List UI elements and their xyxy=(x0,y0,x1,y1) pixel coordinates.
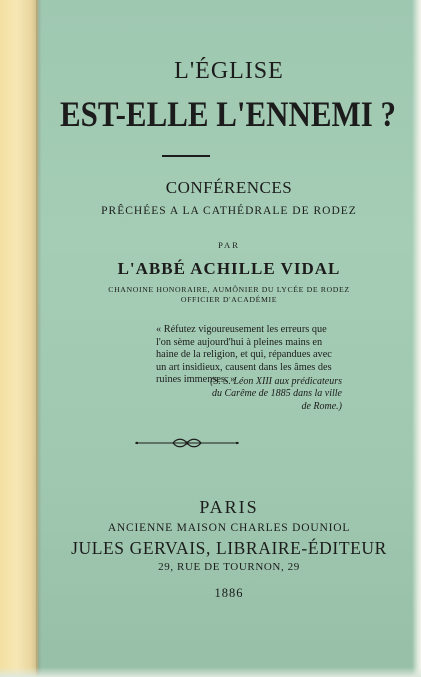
citation-line: du Carême de 1885 dans la ville xyxy=(212,388,342,400)
imprint-publisher: JULES GERVAIS, LIBRAIRE-ÉDITEUR xyxy=(71,538,387,558)
author-name: L'ABBÉ ACHILLE VIDAL xyxy=(117,259,341,278)
imprint-city: PARIS xyxy=(199,497,259,517)
imprint-year: 1886 xyxy=(214,586,244,600)
spine-fold-shadow xyxy=(36,0,42,677)
subtitle-conferences: CONFÉRENCES xyxy=(165,178,293,197)
spine-strip xyxy=(0,0,38,677)
epigraph-line: haine de la religion, et qui, répandues avec xyxy=(156,349,332,361)
epigraph-citation xyxy=(190,376,342,413)
cover-bottom-edge xyxy=(0,667,421,677)
author-role-1: CHANOINE HONORAIRE, AUMÔNIER DU LYCÉE DE RODEZ xyxy=(108,285,350,294)
subtitle-location: PRÊCHÉES A LA CATHÉDRALE DE RODEZ xyxy=(101,205,357,217)
epigraph-line: l'on sème aujourd'hui à pleines mains en xyxy=(156,336,323,348)
epigraph-line: ruines immenses. » xyxy=(156,374,236,386)
cover-right-edge xyxy=(412,0,421,677)
title-rule xyxy=(162,155,210,157)
citation-line: de Rome.) xyxy=(301,400,342,412)
imprint-house: ANCIENNE MAISON CHARLES DOUNIOL xyxy=(107,522,351,534)
imprint-address: 29, RUE DE TOURNON, 29 xyxy=(158,561,300,573)
title-line-2: EST-ELLE L'ENNEMI ? xyxy=(59,94,397,134)
byline-par: PAR xyxy=(218,240,240,250)
title-line-1: L'ÉGLISE xyxy=(174,58,284,84)
epigraph-line: un art insidieux, causent dans les âmes des xyxy=(156,361,332,373)
author-role-2: OFFICIER D'ACADÉMIE xyxy=(180,295,278,304)
ornament-divider xyxy=(133,437,241,449)
epigraph-line: « Réfutez vigoureusement les erreurs que xyxy=(156,324,327,335)
citation-line: (S. S. Léon XIII aux prédicateurs xyxy=(210,376,342,387)
